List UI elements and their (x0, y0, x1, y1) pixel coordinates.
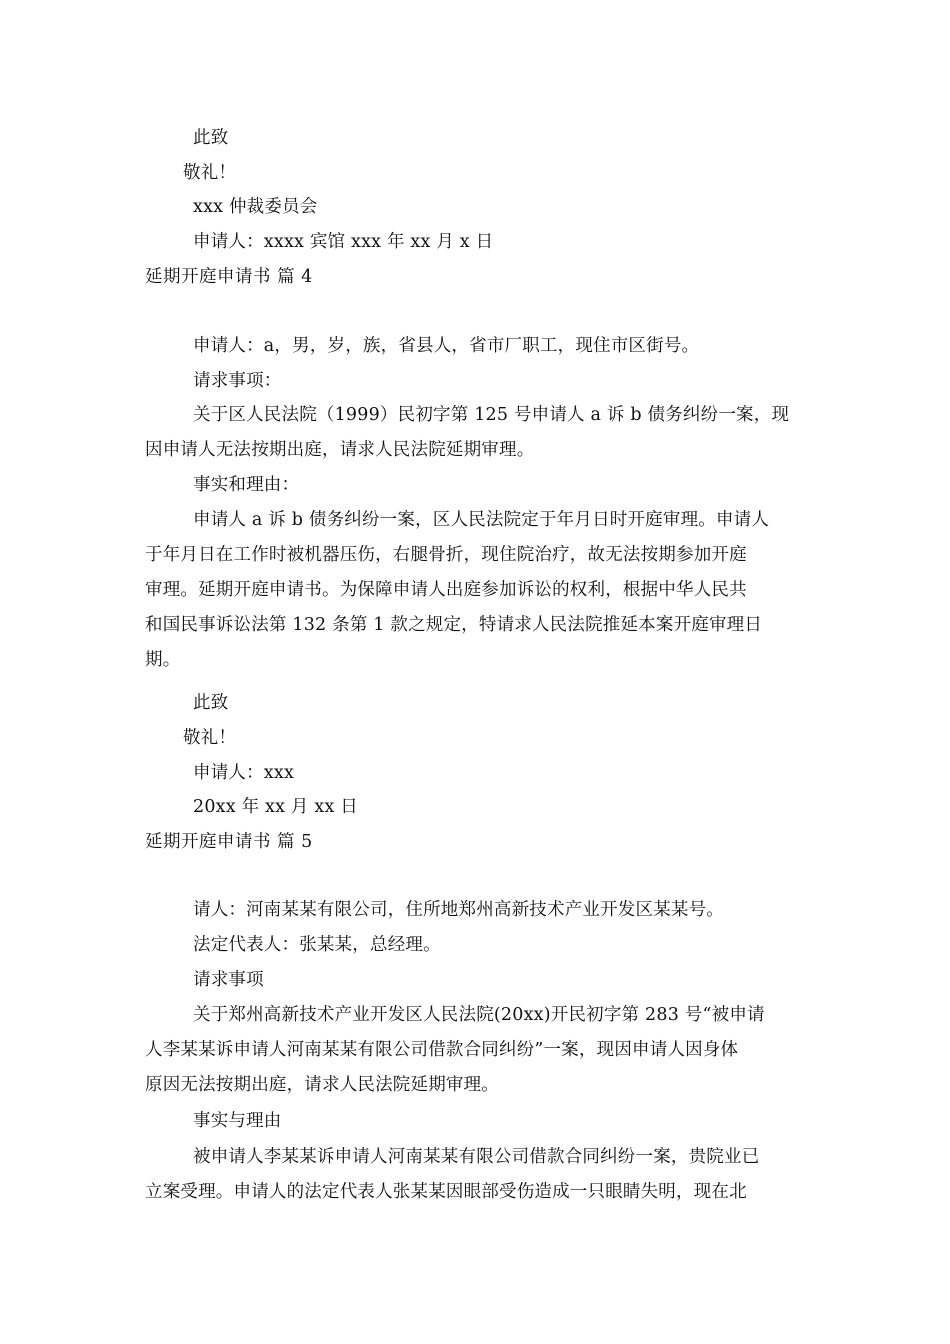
paragraph-line: 被申请人李某某诉申请人河南某某有限公司借款合同纠纷一案，贵院业已 (193, 1147, 760, 1167)
closing-salutation: 此致 (193, 128, 229, 148)
paragraph-line: 人李某某诉申请人河南某某有限公司借款合同纠纷”一案，现因申请人因身体 (145, 1040, 739, 1060)
paragraph-line: 请求事项： (193, 371, 282, 391)
paragraph-line: 请人：河南某某有限公司，住所地郑州高新技术产业开发区某某号。 (193, 900, 724, 920)
paragraph-line: 申请人：a，男，岁，族，省县人，省市厂职工，现住市区街号。 (193, 336, 700, 356)
closing-respect: 敬礼！ (183, 163, 237, 183)
closing-salutation: 此致 (193, 693, 229, 713)
paragraph-line: 关于区人民法院（1999）民初字第 125 号申请人 a 诉 b 债务纠纷一案，现 (193, 405, 790, 425)
section-heading: 延期开庭申请书 篇 4 (145, 267, 313, 287)
paragraph-line: 事实与理由 (193, 1111, 282, 1131)
signature-line: 申请人：xxx (193, 763, 295, 783)
paragraph-line: 于年月日在工作时被机器压伤，右腿骨折，现住院治疗，故无法按期参加开庭 (145, 545, 747, 565)
paragraph-line: 关于郑州高新技术产业开发区人民法院(20xx)开民初字第 283 号“被申请 (193, 1005, 765, 1025)
paragraph-line: 审理。延期开庭申请书。为保障申请人出庭参加诉讼的权利，根据中华人民共 (145, 580, 747, 600)
closing-respect: 敬礼！ (183, 728, 237, 748)
paragraph-line: 因申请人无法按期出庭，请求人民法院延期审理。 (145, 440, 535, 460)
paragraph-line: 法定代表人：张某某，总经理。 (193, 935, 441, 955)
paragraph-line: 期。 (145, 650, 181, 670)
paragraph-line: 和国民事诉讼法第 132 条第 1 款之规定，特请求人民法院推延本案开庭审理日 (145, 615, 763, 635)
paragraph-line: 申请人 a 诉 b 债务纠纷一案，区人民法院定于年月日时开庭审理。申请人 (193, 510, 770, 530)
date-line: 20xx 年 xx 月 xx 日 (193, 797, 358, 817)
paragraph-line: 事实和理由： (193, 475, 300, 495)
signature-line: 申请人：xxxx 宾馆 xxx 年 xx 月 x 日 (193, 232, 494, 252)
paragraph-line: 请求事项 (193, 970, 264, 990)
section-heading: 延期开庭申请书 篇 5 (145, 832, 313, 852)
paragraph-line: 原因无法按期出庭，请求人民法院延期审理。 (145, 1075, 499, 1095)
addressee: xxx 仲裁委员会 (193, 197, 318, 217)
paragraph-line: 立案受理。申请人的法定代表人张某某因眼部受伤造成一只眼睛失明，现在北 (145, 1182, 747, 1202)
